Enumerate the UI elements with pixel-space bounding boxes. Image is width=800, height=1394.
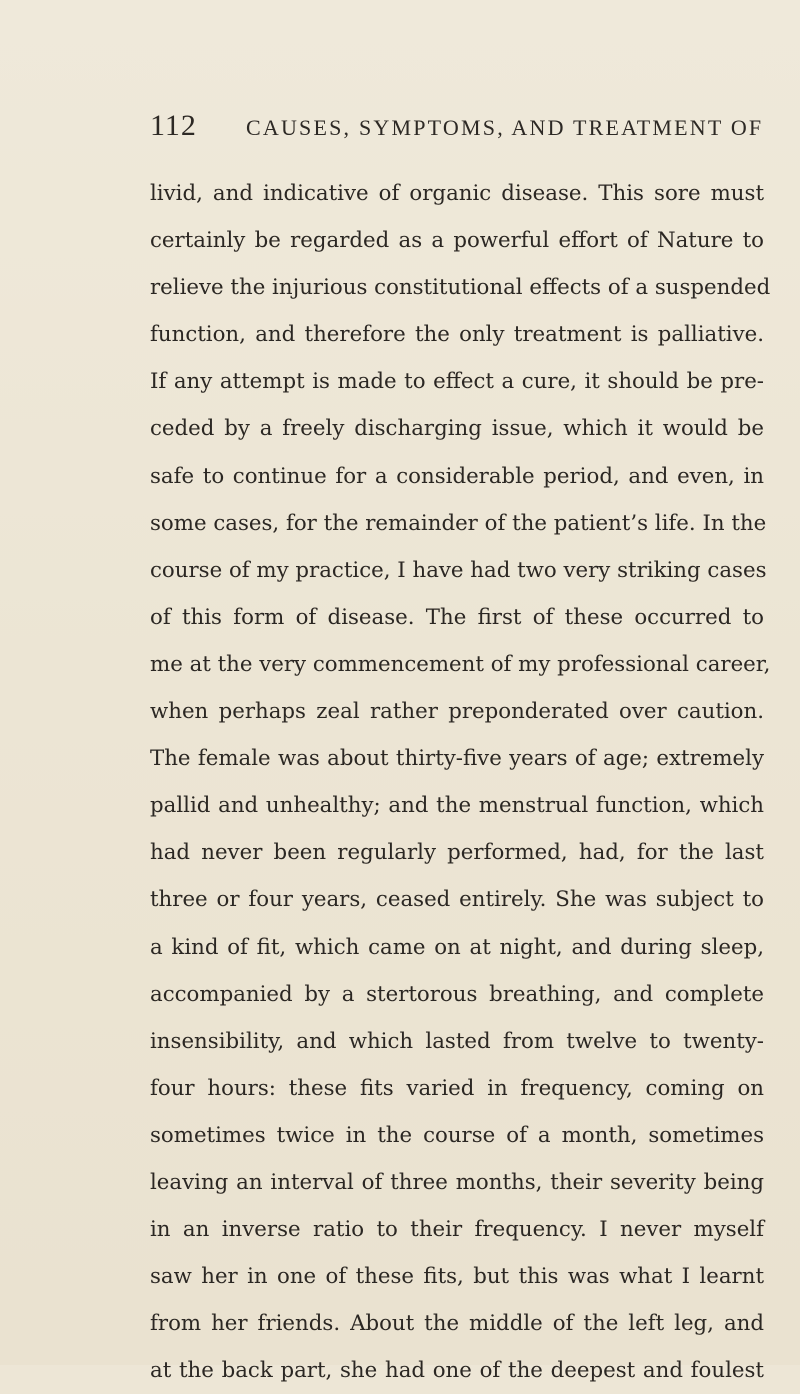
text-line: from her friends. About the middle of the left leg, and <box>150 1311 764 1337</box>
text-line: when perhaps zeal rather preponderated over caution. <box>150 699 764 725</box>
text-line: me at the very commencement of my professional career, <box>150 651 771 677</box>
text-line: If any attempt is made to effect a cure, it should be pre- <box>150 369 764 395</box>
text-line: course of my practice, I have had two very striking cases <box>150 557 767 583</box>
text-line: relieve the injurious constitutional effects of a suspended <box>150 275 771 301</box>
text-line: in an inverse ratio to their frequency. I never myself <box>150 1217 764 1243</box>
text-line: at the back part, she had one of the deepest and foulest <box>150 1358 764 1384</box>
text-line: accompanied by a stertorous breathing, and complete <box>150 981 764 1007</box>
text-line: three or four years, ceased entirely. She was subject to <box>150 887 764 913</box>
text-line: saw her in one of these fits, but this was what I learnt <box>150 1264 764 1290</box>
text-line: insensibility, and which lasted from twelve to twenty- <box>150 1028 764 1054</box>
text-line: leaving an interval of three months, their severity being <box>150 1169 764 1195</box>
text-line: pallid and unhealthy; and the menstrual function, which <box>150 793 764 819</box>
page-number: 112 <box>150 109 197 142</box>
text-line: livid, and indicative of organic disease. This sore must <box>150 181 764 206</box>
text-line: certainly be regarded as a powerful effort of Nature to <box>150 228 764 254</box>
page-header <box>0 106 800 146</box>
text-line: ceded by a freely discharging issue, which it would be <box>150 416 764 442</box>
text-line: function, and therefore the only treatment is palliative. <box>150 322 764 348</box>
text-line: The female was about thirty-five years of age; extremely <box>150 746 764 772</box>
running-title: CAUSES, SYMPTOMS, AND TREATMENT OF <box>246 115 764 140</box>
text-line: a kind of fit, which came on at night, and during sleep, <box>150 934 764 960</box>
text-line: sometimes twice in the course of a month, sometimes <box>150 1122 764 1148</box>
text-line: had never been regularly performed, had, for the last <box>150 840 764 866</box>
text-line: safe to continue for a considerable period, and even, in <box>150 463 764 489</box>
text-line: some cases, for the remainder of the patient’s life. In the <box>150 510 767 536</box>
text-line: four hours: these fits varied in frequency, coming on <box>150 1075 764 1101</box>
body-text <box>150 170 771 1394</box>
text-line: of this form of disease. The first of these occurred to <box>150 604 764 630</box>
